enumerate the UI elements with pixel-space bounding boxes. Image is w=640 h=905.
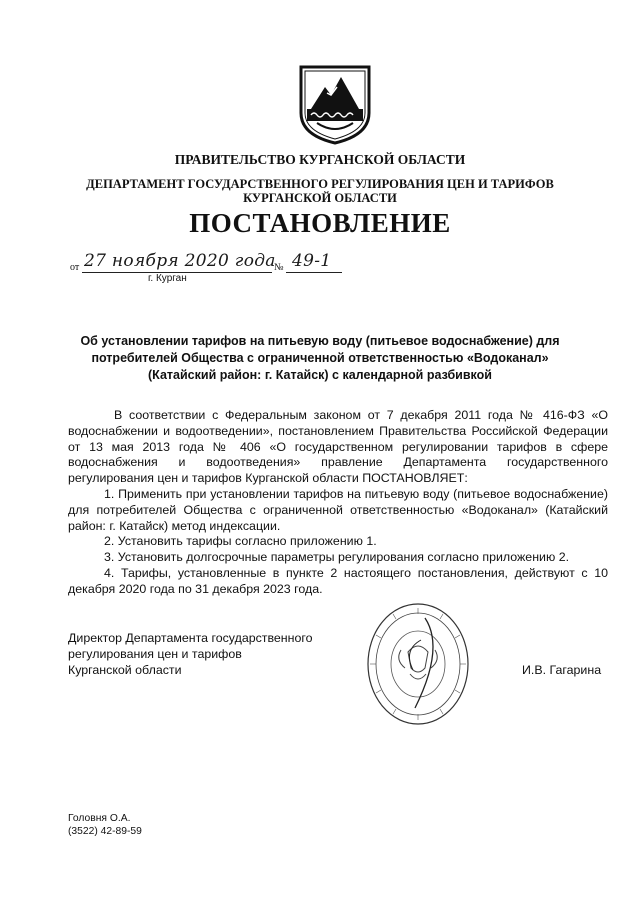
official-round-seal-icon: [365, 600, 471, 728]
subject-line: потребителей Общества с ограниченной ответственностью «Водоканал»: [91, 351, 549, 365]
document-type-heading: ПОСТАНОВЛЕНИЕ: [189, 208, 451, 238]
position-line: Директор Департамента государственного: [68, 631, 313, 645]
handwritten-number: 49-1: [292, 251, 332, 271]
resolution-item: 1. Применить при установлении тарифов на питьевую воду (питьевое водоснабжение) для потребителей Общества с ограниченной ответственностью «Водоканал» (Катайский район: г. Катайск) метод индексации.: [68, 486, 608, 533]
preamble-paragraph: В соответствии с Федеральным законом от 7 декабря 2011 года № 416-ФЗ «О водоснабжении и водоотведении», постановлением Правительства Российской Федерации от 13 мая 2013 года № 406 «О государственном регулировании тарифов в сфере водоснабжения и водоотведения» правление Департамента государственного регулирования цен и тарифов Курганской области ПОСТАНОВЛЯЕТ:: [68, 408, 608, 486]
handwritten-date: 27 ноября 2020 года: [84, 251, 276, 271]
kurgan-region-coat-of-arms-icon: [297, 63, 373, 145]
number-label: №: [274, 262, 284, 273]
department-title-line: КУРГАНСКОЙ ОБЛАСТИ: [243, 191, 397, 205]
number-underline: [286, 272, 342, 273]
issue-place: г. Курган: [148, 273, 187, 284]
date-from-label: от: [70, 262, 80, 273]
signatory-position: [68, 630, 313, 678]
resolution-item: 2. Установить тарифы согласно приложению 1.: [104, 534, 377, 549]
resolution-item: 4. Тарифы, установленные в пункте 2 настоящего постановления, действуют с 10 декабря 2020 года по 31 декабря 2023 года.: [68, 565, 608, 596]
department-title: [0, 177, 640, 205]
government-title: ПРАВИТЕЛЬСТВО КУРГАНСКОЙ ОБЛАСТИ: [174, 152, 466, 167]
department-title-line: ДЕПАРТАМЕНТ ГОСУДАРСТВЕННОГО РЕГУЛИРОВАНИЯ ЦЕН И ТАРИФОВ: [86, 177, 554, 191]
document-body: [68, 408, 608, 598]
position-line: Курганской области: [68, 663, 182, 677]
executor-name: Головня О.А.: [68, 813, 131, 824]
subject-line: (Катайский район: г. Катайск) с календарной разбивкой: [148, 368, 492, 382]
position-line: регулирования цен и тарифов: [68, 647, 242, 661]
signatory-name: И.В. Гагарина: [522, 663, 602, 677]
document-dateline: [70, 252, 370, 278]
subject-line: Об установлении тарифов на питьевую воду (питьевое водоснабжение) для: [80, 334, 560, 348]
document-subject: [70, 333, 570, 384]
resolution-item: 3. Установить долгосрочные параметры регулирования согласно приложению 2.: [104, 550, 570, 565]
executor-phone: (3522) 42-89-59: [68, 826, 142, 837]
executor-info: [68, 812, 142, 838]
